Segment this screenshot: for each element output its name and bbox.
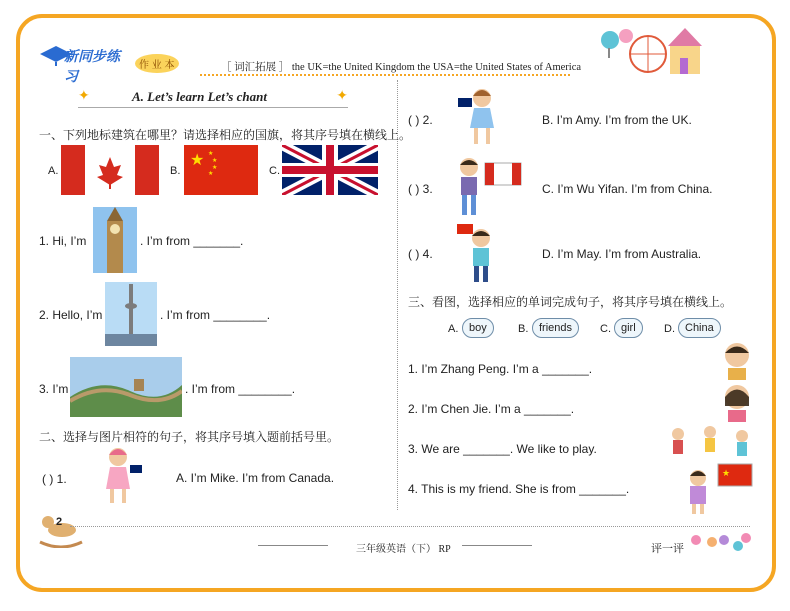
picture-4-bracket: ( ) 4. bbox=[408, 247, 433, 261]
boy-with-canada-flag-image bbox=[455, 155, 525, 217]
picture-3-sentence: C. I’m Wu Yifan. I’m from China. bbox=[542, 182, 713, 196]
great-wall-image bbox=[70, 357, 182, 417]
girl-with-flag-image bbox=[456, 86, 502, 148]
china-flag bbox=[184, 145, 258, 195]
flag-a-label: A. bbox=[48, 165, 59, 177]
word-c-option: girl bbox=[614, 318, 643, 338]
logo-text: 新同步练习 bbox=[64, 48, 120, 84]
cn-tower-image bbox=[105, 282, 157, 346]
homework-tab: 作 业 本 bbox=[135, 54, 179, 73]
footer-line-right bbox=[462, 545, 532, 546]
footer-course: 三年级英语（下） RP bbox=[356, 544, 451, 555]
svg-text:★: ★ bbox=[722, 469, 731, 479]
flag-c-label: C. bbox=[269, 165, 280, 177]
banner-ribbon bbox=[78, 87, 348, 108]
svg-text:★: ★ bbox=[212, 164, 218, 171]
picture-2-sentence: B. I’m Amy. I’m from the UK. bbox=[542, 113, 692, 127]
picture-1-sentence: A. I’m Mike. I’m from Canada. bbox=[176, 471, 335, 485]
big-ben-image bbox=[93, 207, 137, 273]
header-logo bbox=[38, 40, 128, 84]
evaluation-label: 评一评 bbox=[651, 543, 684, 555]
star-icon: ✦ bbox=[336, 87, 348, 103]
question-1-start: 1. Hi, I’m bbox=[39, 234, 87, 248]
svg-text:★: ★ bbox=[208, 150, 214, 157]
word-d-option: China bbox=[678, 318, 721, 338]
girl-with-uk-flag-image bbox=[100, 445, 144, 505]
page-number: 2 bbox=[56, 516, 63, 528]
picture-3-bracket: ( ) 3. bbox=[408, 182, 433, 196]
sentence-3: 3. We are _______. We like to play. bbox=[408, 442, 597, 456]
word-a-option: boy bbox=[462, 318, 494, 338]
question-2-end: . I’m from ________. bbox=[160, 308, 271, 322]
column-divider bbox=[397, 80, 398, 510]
word-c-letter: C. bbox=[600, 323, 611, 335]
picture-4-sentence: D. I’m May. I’m from Australia. bbox=[542, 247, 702, 261]
boy-face-image bbox=[722, 340, 752, 380]
svg-text:★: ★ bbox=[212, 157, 218, 164]
footer-line-left bbox=[258, 545, 328, 546]
sentence-4: 4. This is my friend. She is from _______. bbox=[408, 482, 630, 496]
header-rule bbox=[200, 74, 570, 76]
balloons-icon bbox=[690, 532, 754, 560]
question-2-start: 2. Hello, I’m bbox=[39, 308, 103, 322]
boy-with-china-flag-image bbox=[455, 220, 499, 284]
word-d-letter: D. bbox=[664, 323, 675, 335]
girl-face-image bbox=[722, 382, 752, 422]
word-bank bbox=[448, 316, 748, 346]
word-b-letter: B. bbox=[518, 323, 529, 335]
question-1-end: . I’m from _______. bbox=[140, 234, 244, 248]
children-playing-image bbox=[668, 424, 752, 464]
sentence-2: 2. I’m Chen Jie. I’m a _______. bbox=[408, 402, 575, 416]
vocab-extension: ［ 词汇拓展 ］ the UK=the United Kingdom the USA=the United States of America bbox=[221, 62, 582, 73]
section-one-instruction: 一、下列地标建筑在哪里？请选择相应的国旗，将其序号填在横线上。 bbox=[39, 128, 412, 142]
picture-2-bracket: ( ) 2. bbox=[408, 113, 433, 127]
star-icon: ✦ bbox=[78, 87, 90, 103]
svg-text:★: ★ bbox=[208, 170, 214, 177]
picture-1-bracket: ( ) 1. bbox=[42, 472, 67, 486]
section-two-instruction: 二、选择与图片相符的句子，将其序号填入题前括号里。 bbox=[39, 430, 340, 444]
question-3-start: 3. I’m bbox=[39, 382, 69, 396]
uk-flag bbox=[282, 145, 378, 195]
word-b-option: friends bbox=[532, 318, 579, 338]
canada-flag bbox=[61, 145, 159, 195]
word-a-letter: A. bbox=[448, 323, 459, 335]
banner-title: A. Let’s learn Let’s chant bbox=[132, 89, 267, 104]
flag-b-label: B. bbox=[170, 165, 181, 177]
girl-with-china-flag-image bbox=[684, 460, 754, 516]
footer-rule bbox=[70, 526, 750, 527]
sentence-1: 1. I’m Zhang Peng. I’m a _______. bbox=[408, 362, 593, 376]
question-3-end: . I’m from ________. bbox=[185, 382, 296, 396]
svg-text:★: ★ bbox=[190, 150, 205, 169]
amusement-park-icon bbox=[580, 22, 720, 78]
section-three-instruction: 三、看图，选择相应的单词完成句子，将其序号填在横线上。 bbox=[408, 295, 733, 309]
